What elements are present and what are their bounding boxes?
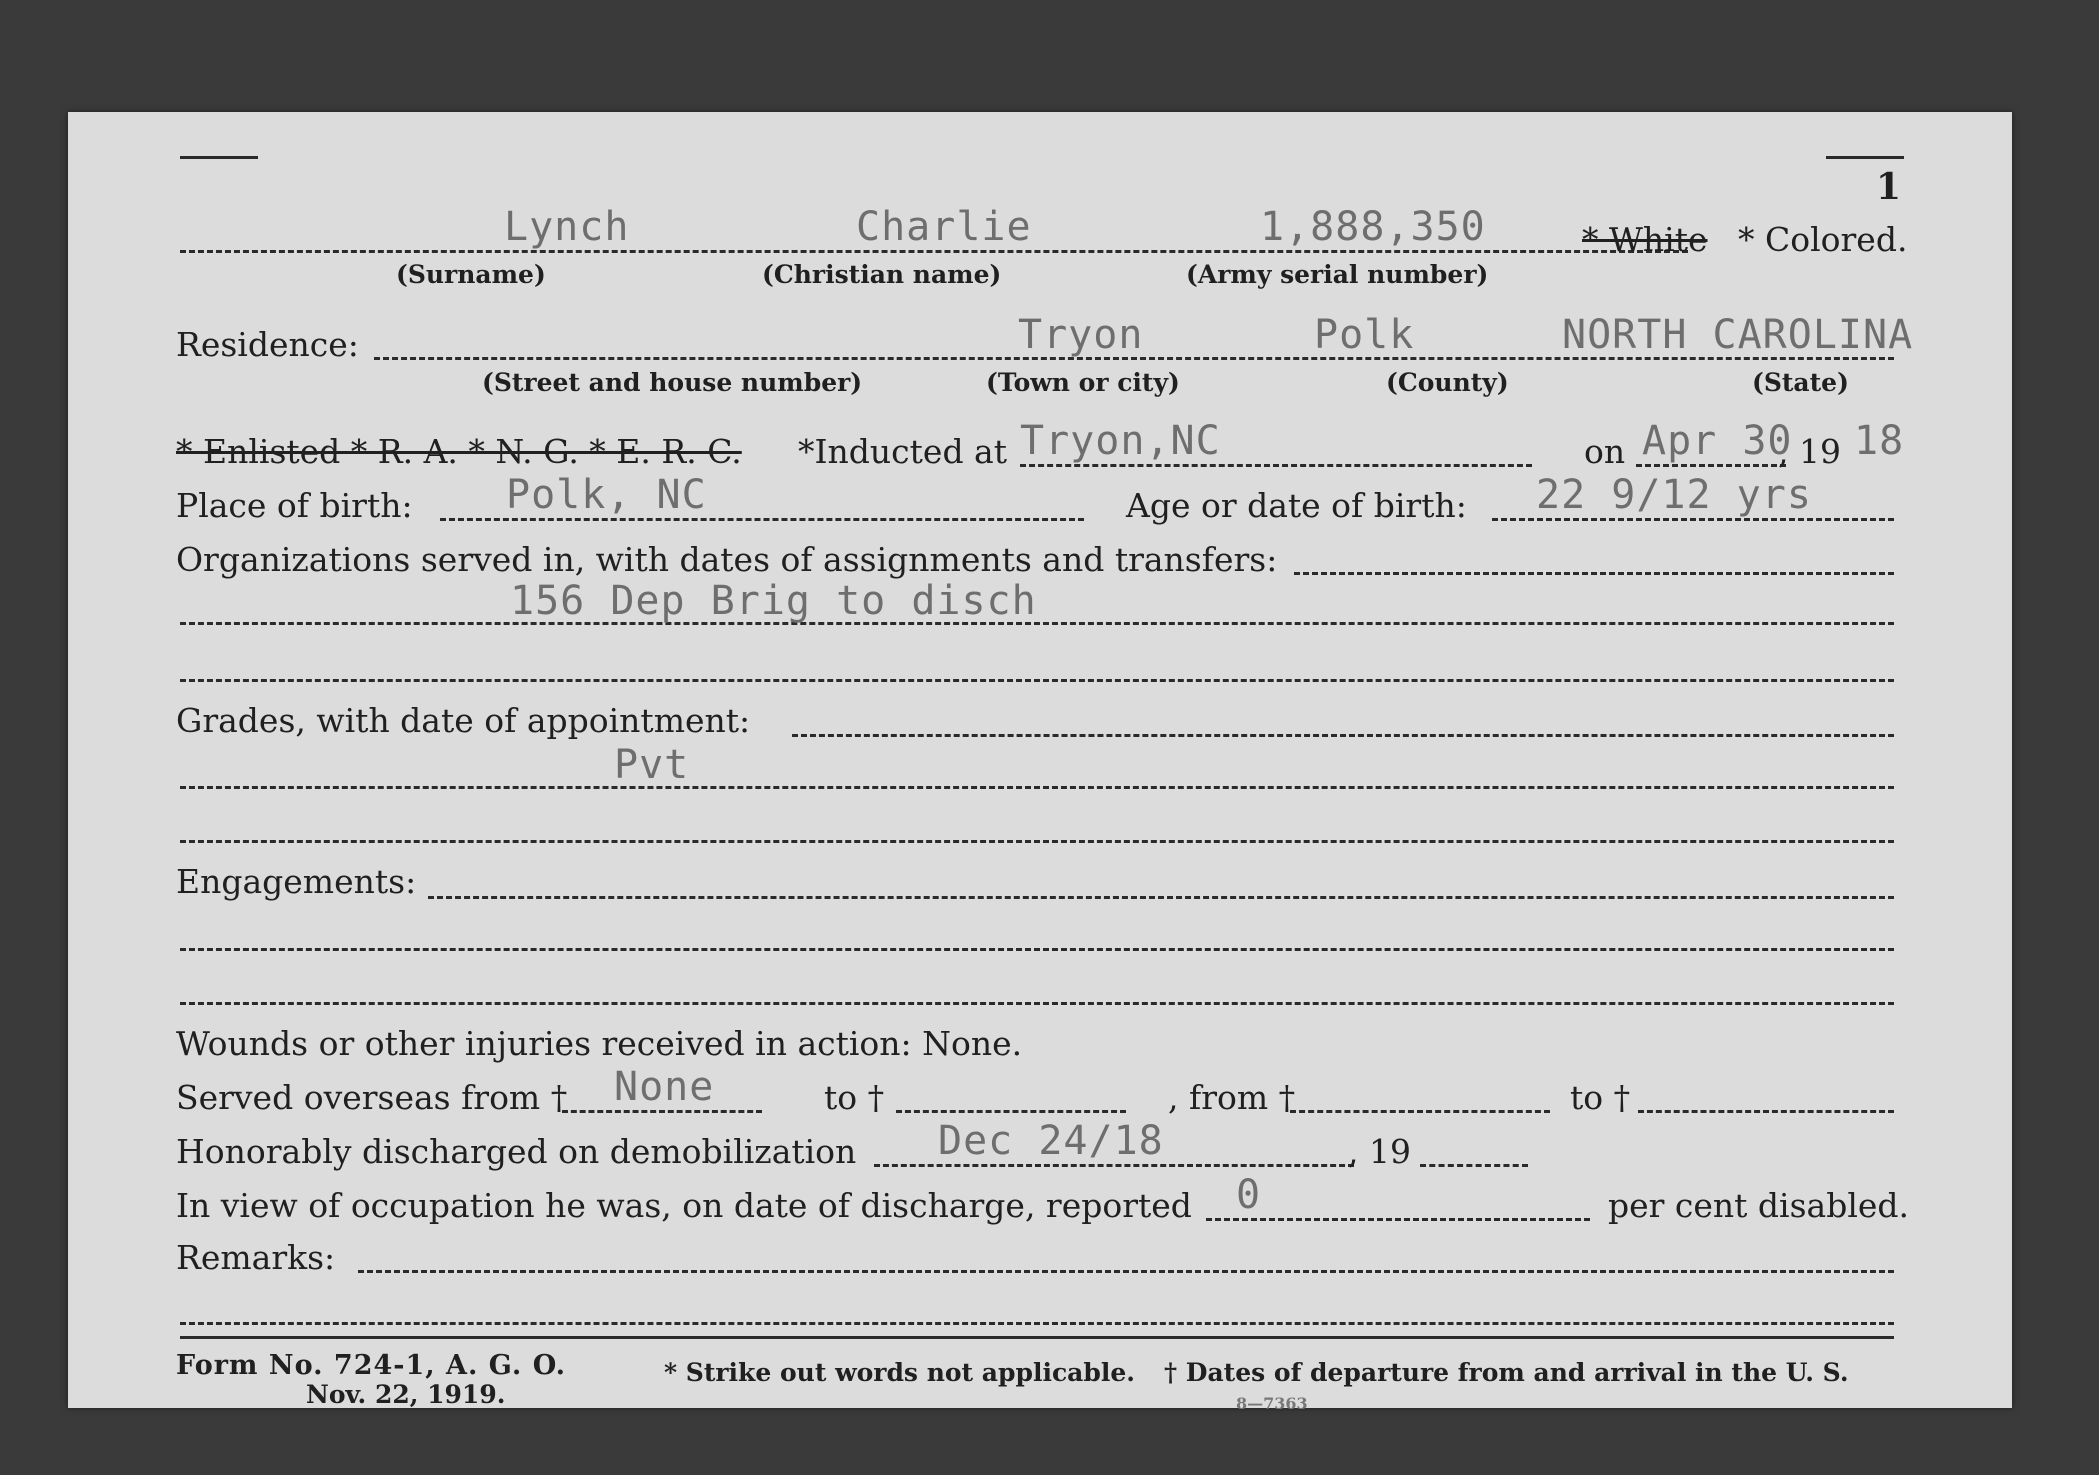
- serial-caption: (Army serial number): [1186, 260, 1489, 289]
- enlisted-options: * Enlisted * R. A. * N. G. * E. R. C.: [176, 432, 742, 471]
- inducted-place-value: Tryon,NC: [1020, 418, 1221, 464]
- form-date: Nov. 22, 1919.: [306, 1380, 506, 1409]
- overseas-from-line: [562, 1110, 762, 1113]
- remarks-label: Remarks:: [176, 1238, 336, 1277]
- inducted-label: *Inducted at: [798, 432, 1007, 471]
- bottom-rule: [180, 1336, 1894, 1339]
- county-caption: (County): [1386, 368, 1509, 397]
- overseas-value: None: [614, 1064, 715, 1110]
- on-label: on: [1584, 432, 1626, 471]
- residence-label: Residence:: [176, 325, 359, 364]
- to-label-2: to †: [1570, 1078, 1631, 1117]
- overseas-from-line-2: [1290, 1110, 1550, 1113]
- record-card: [68, 112, 2012, 1413]
- street-caption: (Street and house number): [482, 368, 863, 397]
- discharged-year-line: [1420, 1164, 1528, 1167]
- wounds-label: Wounds or other injuries received in action: None.: [176, 1024, 1023, 1063]
- year-prefix: , 19: [1778, 432, 1841, 471]
- birth-place-value: Polk, NC: [506, 472, 707, 518]
- top-left-rule: [180, 156, 258, 159]
- organizations-value: 156 Dep Brig to disch: [510, 578, 1037, 624]
- year-suffix-value: 18: [1854, 418, 1905, 464]
- discharged-date-value: Dec 24/18: [938, 1118, 1164, 1164]
- disabled-label: In view of occupation he was, on date of discharge, reported: [176, 1186, 1192, 1225]
- birth-label: Place of birth:: [176, 486, 413, 525]
- engagements-line-3: [180, 1002, 1894, 1005]
- christian-name-caption: (Christian name): [762, 260, 1002, 289]
- discharged-year-prefix: , 19: [1348, 1132, 1411, 1171]
- form-number: Form No. 724-1, A. G. O.: [176, 1350, 567, 1381]
- grades-line-3: [180, 840, 1894, 843]
- grades-label: Grades, with date of appointment:: [176, 701, 751, 740]
- name-line: [180, 250, 1688, 253]
- card-number: 1: [1876, 166, 1902, 208]
- engagements-line-1: [428, 896, 1894, 899]
- inducted-date-line: [1636, 464, 1786, 467]
- serial-number-value: 1,888,350: [1260, 204, 1486, 250]
- engagements-line-2: [180, 948, 1894, 951]
- discharged-line: [874, 1164, 1354, 1167]
- grades-line-2: [180, 786, 1894, 789]
- overseas-label: Served overseas from †: [176, 1078, 568, 1117]
- to-label-1: to †: [824, 1078, 885, 1117]
- footnote-strike: * Strike out words not applicable.: [664, 1358, 1135, 1387]
- white-option: * White: [1582, 220, 1708, 259]
- town-caption: (Town or city): [986, 368, 1180, 397]
- remarks-line-2: [180, 1322, 1894, 1325]
- grades-value: Pvt: [614, 742, 690, 788]
- county-value: Polk: [1314, 312, 1415, 358]
- state-caption: (State): [1752, 368, 1849, 397]
- printer-mark: 8—7363: [1236, 1394, 1308, 1413]
- birth-line: [440, 518, 1084, 521]
- surname-caption: (Surname): [396, 260, 546, 289]
- remarks-line-1: [358, 1270, 1894, 1273]
- disabled-value: 0: [1236, 1172, 1262, 1218]
- engagements-label: Engagements:: [176, 862, 417, 901]
- organizations-line-1: [1294, 572, 1894, 575]
- christian-name-value: Charlie: [856, 204, 1032, 250]
- overseas-to-line-2: [1638, 1110, 1894, 1113]
- age-value: 22 9/12 yrs: [1536, 472, 1812, 518]
- discharged-label: Honorably discharged on demobilization: [176, 1132, 857, 1171]
- overseas-to-line-1: [896, 1110, 1126, 1113]
- from-label: , from †: [1168, 1078, 1296, 1117]
- colored-option: * Colored.: [1738, 220, 1908, 259]
- inducted-date-value: Apr 30: [1642, 418, 1793, 464]
- town-value: Tryon: [1018, 312, 1144, 358]
- state-value: NORTH CAROLINA: [1562, 312, 1914, 358]
- age-line: [1492, 518, 1894, 521]
- footnote-dates: † Dates of departure from and arrival in the U. S.: [1164, 1358, 1849, 1387]
- surname-value: Lynch: [504, 204, 630, 250]
- inducted-line: [1020, 464, 1532, 467]
- top-right-rule: [1826, 156, 1904, 159]
- disabled-suffix: per cent disabled.: [1608, 1186, 1910, 1225]
- disabled-line: [1206, 1218, 1590, 1221]
- age-label: Age or date of birth:: [1126, 486, 1467, 525]
- organizations-line-2: [180, 622, 1894, 625]
- organizations-label: Organizations served in, with dates of assignments and transfers:: [176, 540, 1278, 579]
- grades-line-1: [792, 734, 1894, 737]
- organizations-line-3: [180, 679, 1894, 682]
